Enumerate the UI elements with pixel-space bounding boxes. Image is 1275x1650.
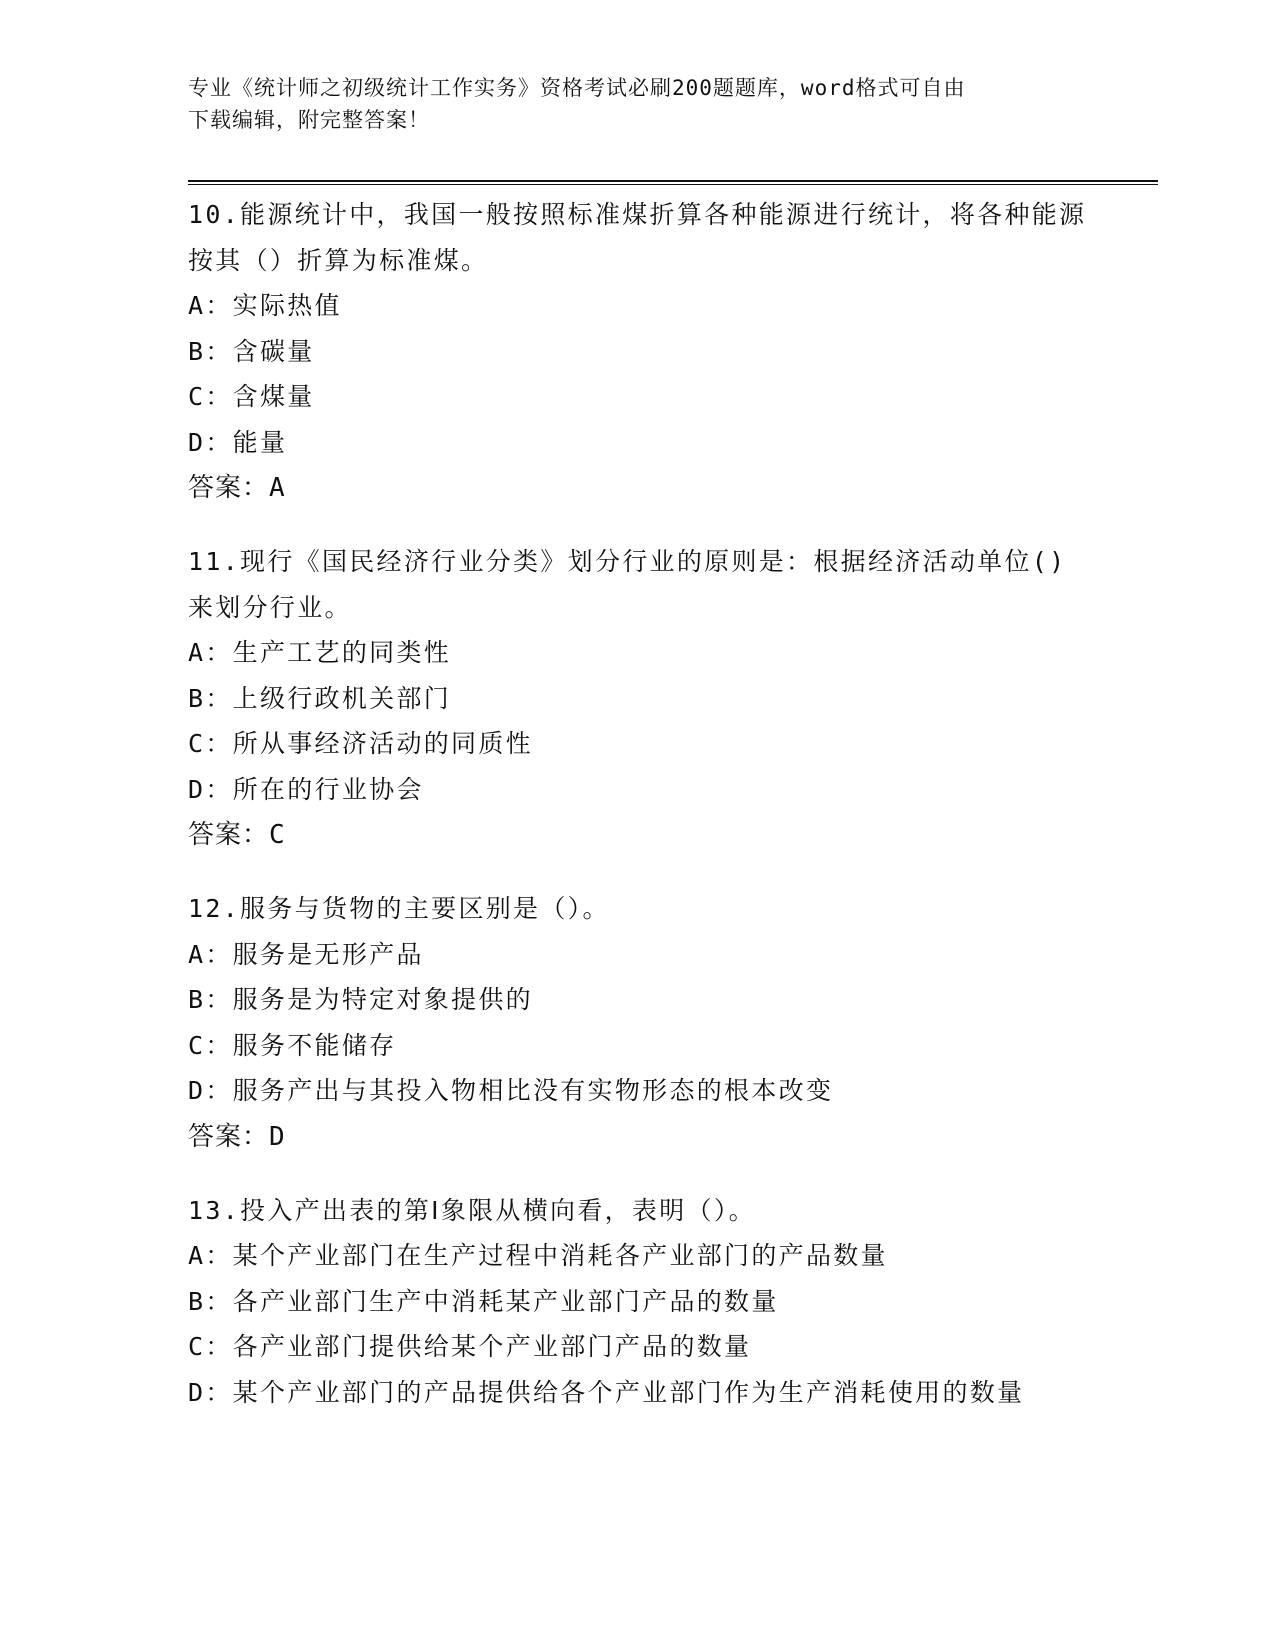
answer-value: D — [269, 1121, 286, 1152]
answer-label: 答案： — [188, 473, 270, 503]
answer-line — [188, 1114, 1088, 1160]
question-stem: 11.现行《国民经济行业分类》划分行业的原则是：根据经济活动单位()来划分行业。 — [188, 547, 1067, 622]
option-a: A：服务是无形产品 — [188, 939, 424, 969]
option-a: A：某个产业部门在生产过程中消耗各产业部门的产品数量 — [188, 1241, 888, 1270]
question-10 — [188, 192, 1088, 511]
option-a: A：生产工艺的同类性 — [188, 638, 452, 667]
option-d: D：能量 — [188, 427, 288, 457]
question-12 — [188, 886, 1088, 1160]
document-header — [188, 72, 1068, 136]
answer-label: 答案： — [188, 820, 270, 850]
question-stem: 10.能源统计中，我国一般按照标准煤折算各种能源进行统计，将各种能源按其（）折算为标准煤。 — [188, 200, 1087, 275]
option-d: D：某个产业部门的产品提供给各个产业部门作为生产消耗使用的数量 — [188, 1377, 1025, 1407]
option-b: B：含碳量 — [188, 336, 315, 366]
header-divider-thick — [188, 180, 1158, 182]
answer-value: C — [269, 820, 286, 850]
answer-line — [188, 812, 1088, 858]
header-line-2: 下载编辑，附完整答案！ — [188, 108, 430, 132]
option-d: D：所在的行业协会 — [188, 774, 424, 804]
option-a: A：实际热值 — [188, 291, 342, 320]
option-b: B：各产业部门生产中消耗某产业部门产品的数量 — [188, 1286, 779, 1316]
option-b: B：上级行政机关部门 — [188, 683, 452, 713]
answer-label: 答案： — [188, 1121, 270, 1152]
question-list — [188, 192, 1088, 1443]
option-c: C：各产业部门提供给某个产业部门产品的数量 — [188, 1332, 752, 1361]
question-stem: 12.服务与货物的主要区别是（）。 — [188, 894, 610, 923]
header-line-1: 专业《统计师之初级统计工作实务》资格考试必刷200题题库，word格式可自由 — [188, 76, 966, 100]
header-divider-thin — [188, 184, 1158, 185]
option-c: C：服务不能储存 — [188, 1030, 397, 1060]
option-d: D：服务产出与其投入物相比没有实物形态的根本改变 — [188, 1076, 834, 1105]
answer-line — [188, 465, 1088, 511]
question-13 — [188, 1188, 1088, 1416]
option-b: B：服务是为特定对象提供的 — [188, 985, 533, 1014]
option-c: C：所从事经济活动的同质性 — [188, 729, 533, 758]
question-stem: 13.投入产出表的第Ⅰ象限从横向看，表明（）。 — [188, 1195, 756, 1225]
question-11 — [188, 539, 1088, 858]
option-c: C：含煤量 — [188, 382, 315, 411]
answer-value: A — [269, 473, 286, 503]
